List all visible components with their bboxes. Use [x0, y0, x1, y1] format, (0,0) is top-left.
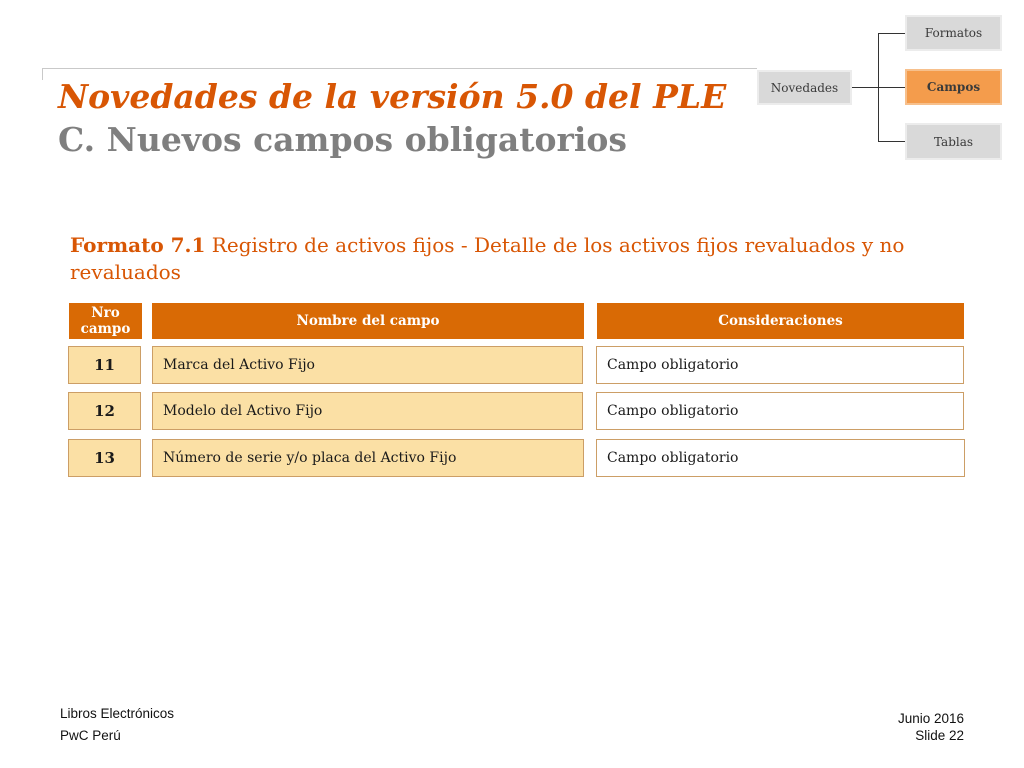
consideration-cell: Campo obligatorio: [596, 346, 964, 384]
format-description: [70, 232, 950, 286]
field-name-cell: Número de serie y/o placa del Activo Fijo: [152, 439, 584, 477]
header-consideraciones: Consideraciones: [597, 303, 964, 339]
format-label: Formato 7.1: [70, 233, 206, 257]
nav-connector: [878, 33, 905, 34]
row-number-cell: 11: [68, 346, 141, 384]
row-number-cell: 13: [68, 439, 141, 477]
page-title: Novedades de la versión 5.0 del PLE: [58, 77, 727, 116]
format-description-text: Registro de activos fijos - Detalle de los activos fijos revaluados y no revaluados: [70, 233, 905, 284]
header-nro-campo: Nro campo: [69, 303, 142, 339]
nav-node-novedades[interactable]: Novedades: [757, 70, 852, 105]
consideration-cell: Campo obligatorio: [596, 392, 964, 430]
footer-document-name: Libros Electrónicos: [60, 706, 175, 721]
row-number-cell: 12: [68, 392, 141, 430]
title-frame-left-line: [42, 68, 43, 80]
nav-connector: [852, 87, 878, 88]
nav-node-campos[interactable]: Campos: [905, 69, 1002, 105]
page-subtitle-heading: C. Nuevos campos obligatorios: [58, 120, 627, 159]
field-name-cell: Modelo del Activo Fijo: [152, 392, 583, 430]
header-nombre-campo: Nombre del campo: [152, 303, 584, 339]
title-frame-top-line: [42, 68, 757, 69]
nav-connector: [878, 87, 905, 88]
nav-connector: [878, 141, 905, 142]
nav-node-tablas[interactable]: Tablas: [905, 123, 1002, 160]
consideration-cell: Campo obligatorio: [596, 439, 965, 477]
field-name-cell: Marca del Activo Fijo: [152, 346, 583, 384]
footer-slide-number: Slide 22: [915, 728, 964, 743]
footer-date: Junio 2016: [897, 711, 964, 726]
nav-node-formatos[interactable]: Formatos: [905, 15, 1002, 51]
footer-company: PwC Perú: [60, 728, 121, 743]
